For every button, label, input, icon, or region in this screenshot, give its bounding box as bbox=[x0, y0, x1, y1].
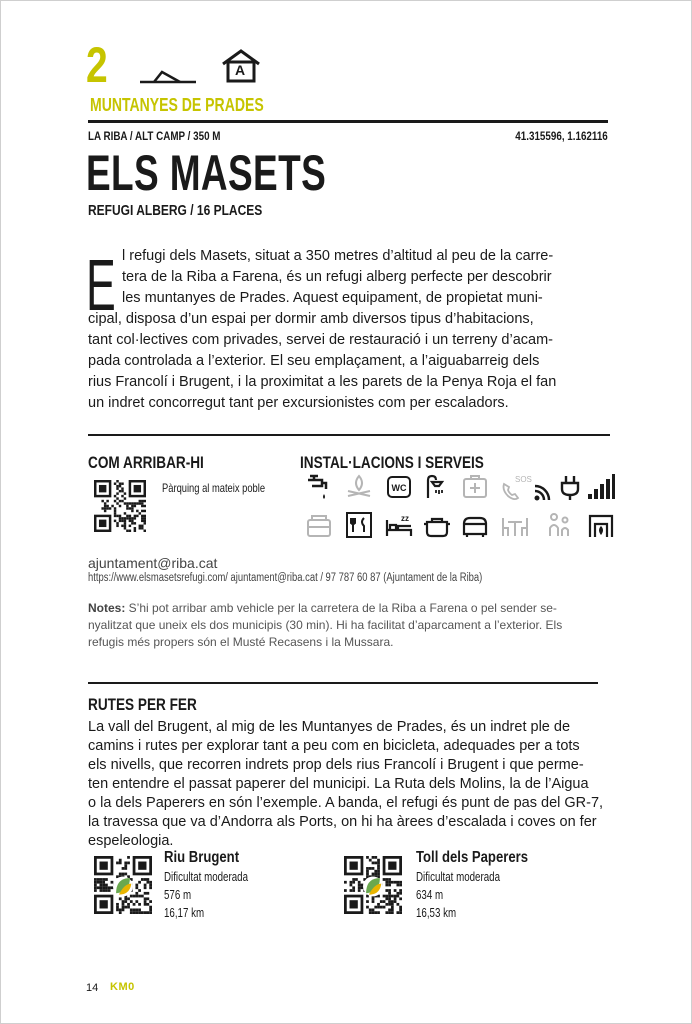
intro-paragraph bbox=[88, 246, 610, 414]
section-divider bbox=[88, 682, 598, 684]
route-elevation: 634 m bbox=[416, 888, 444, 902]
parking-info: Pàrquing al mateix poble bbox=[162, 481, 266, 495]
notes-line: refugis més propers són el Musté Recasens i la Mussara. bbox=[88, 635, 394, 649]
svg-text:SOS: SOS bbox=[515, 475, 532, 484]
page-number: 14 bbox=[86, 982, 99, 994]
routes-heading: RUTES PER FER bbox=[88, 695, 197, 714]
route-name: Toll dels Paperers bbox=[416, 849, 529, 866]
stove-icon bbox=[304, 510, 334, 540]
routes-line: els nivells, que recorren indrets prop dels rius Francolí i Brugent i que perme- bbox=[88, 757, 584, 773]
routes-paragraph bbox=[88, 718, 608, 851]
header-divider bbox=[88, 120, 608, 123]
hut-icon-letter: A bbox=[235, 62, 246, 78]
lounge-icon bbox=[460, 510, 490, 540]
page-subtitle: REFUGI ALBERG / 16 PLACES bbox=[88, 202, 263, 219]
access-heading: COM ARRIBAR-HI bbox=[88, 453, 204, 472]
intro-line: rius Francolí i Brugent, i la proximitat a les parets de la Penya Roja el fan bbox=[88, 374, 557, 390]
contact-details[interactable]: https://www.elsmasetsrefugi.com/ ajuntament@riba.cat / 97 787 60 87 (Ajuntament de la Riba) bbox=[88, 572, 483, 584]
intro-line: tant col·lectives com privades, servei de restauració i un terreny d’acam- bbox=[88, 332, 553, 348]
gps-coordinates: 41.315596, 1.162116 bbox=[515, 129, 608, 143]
notes-line: nyalitzat que uneix els dos municipis (30 min). Hi ha facilitat d’aparcament a l’exterior. Els bbox=[88, 618, 563, 632]
notes-paragraph bbox=[88, 600, 610, 651]
signal-bars-icon bbox=[586, 472, 616, 502]
route-elevation: 576 m bbox=[164, 888, 192, 902]
intro-line: les muntanyes de Prades. Aquest equipament, de propietat muni- bbox=[122, 290, 543, 306]
routes-line: La vall del Brugent, al mig de les Muntanyes de Prades, és un indret ple de bbox=[88, 719, 571, 735]
water-tap-icon bbox=[304, 472, 334, 502]
intro-line: l refugi dels Masets, situat a 350 metres d’altitud al peu de la carre- bbox=[122, 248, 554, 264]
intro-line: pada controlada a l’exterior. El seu emplaçament, a l’aiguabarreig dels bbox=[88, 353, 540, 369]
hut-icon bbox=[220, 48, 262, 84]
table-chairs-icon bbox=[500, 510, 530, 540]
routes-line: la travessa que va d’Andorra als Ports, on hi ha àrees d’escalada i coves on fer bbox=[88, 814, 597, 830]
hiking-trail-icon bbox=[138, 66, 198, 86]
svg-text:zz: zz bbox=[401, 514, 409, 523]
routes-line: camins i rutes per explorar tant a peu com en bicicleta, adequades per a tots bbox=[88, 738, 580, 754]
route-qr-code[interactable] bbox=[94, 856, 152, 919]
shower-icon bbox=[422, 472, 452, 502]
intro-line: cipal, disposa d’un espai per dormir amb diversos tipus d’habitacions, bbox=[88, 311, 534, 327]
route-distance: 16,53 km bbox=[416, 906, 457, 920]
cooking-pot-icon bbox=[422, 510, 452, 540]
routes-line: ten entendre el passat paperer del municipi. La Ruta dels Molins, la de l’Aigua bbox=[88, 776, 589, 792]
page-title: ELS MASETS bbox=[86, 145, 327, 201]
campfire-icon bbox=[344, 472, 374, 502]
beds-icon bbox=[384, 510, 414, 540]
brand-logo: KM0 bbox=[110, 981, 135, 993]
routes-line: espeleologia. bbox=[88, 833, 174, 849]
route-qr-code[interactable] bbox=[344, 856, 402, 919]
services-heading: INSTAL·LACIONS I SERVEIS bbox=[300, 453, 484, 472]
access-qr-code[interactable] bbox=[94, 480, 146, 537]
region-name: MUNTANYES DE PRADES bbox=[90, 95, 264, 115]
intro-line: tera de la Riba a Farena, és un refugi alberg perfecte per descobrir bbox=[122, 269, 552, 285]
route-distance: 16,17 km bbox=[164, 906, 205, 920]
sos-phone-icon bbox=[498, 472, 532, 502]
first-aid-icon bbox=[460, 472, 490, 502]
routes-line: o la dels Paperers en són l’exemple. A banda, el refugi és punt de pas del GR-7, bbox=[88, 795, 604, 811]
intro-line: un indret concorregut tant per excursionistes com per escaladors. bbox=[88, 395, 509, 411]
route-difficulty: Dificultat moderada bbox=[164, 870, 249, 884]
section-divider bbox=[88, 434, 610, 436]
children-icon bbox=[544, 510, 574, 540]
contact-email[interactable]: ajuntament@riba.cat bbox=[88, 555, 218, 571]
notes-label: Notes: bbox=[88, 601, 126, 615]
chapter-number: 2 bbox=[86, 37, 108, 93]
location-info: LA RIBA / ALT CAMP / 350 M bbox=[88, 129, 221, 143]
power-plug-icon bbox=[556, 472, 586, 502]
fireplace-icon bbox=[586, 510, 616, 540]
wc-icon bbox=[384, 472, 414, 502]
restaurant-icon bbox=[344, 510, 374, 540]
notes-line: S’hi pot arribar amb vehicle per la carretera de la Riba a Farena o pel sender se- bbox=[125, 601, 557, 615]
dropcap: E bbox=[86, 246, 116, 326]
svg-text:WC: WC bbox=[391, 483, 407, 493]
route-difficulty: Dificultat moderada bbox=[416, 870, 501, 884]
route-name: Riu Brugent bbox=[164, 849, 240, 866]
